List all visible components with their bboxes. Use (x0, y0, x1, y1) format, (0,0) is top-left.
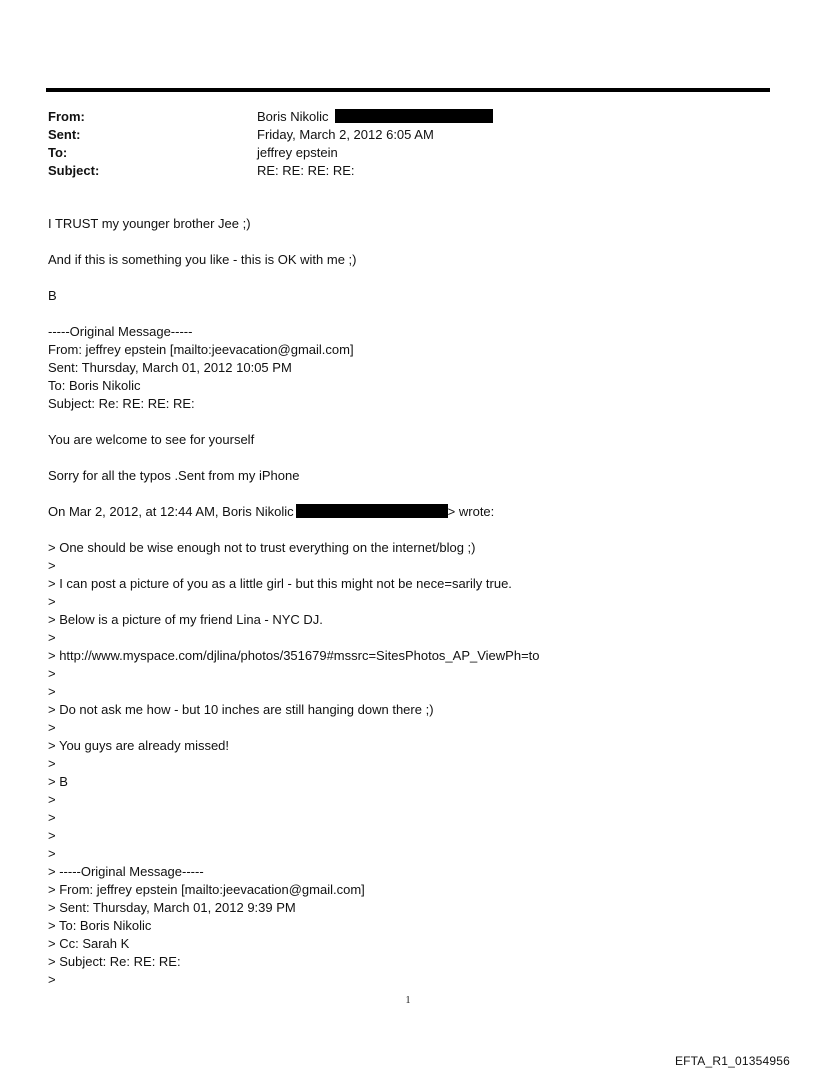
from-label: From: (48, 109, 85, 124)
quoted-line: > One should be wise enough not to trust everything on the internet/blog ;) (48, 540, 476, 555)
body-line: And if this is something you like - this is OK with me ;) (48, 252, 357, 267)
quoted-line: > (48, 756, 56, 771)
from-row (48, 108, 768, 126)
subject-row (48, 162, 768, 180)
quoted-line: > (48, 684, 56, 699)
page-number: 1 (405, 995, 411, 1006)
body-line: You are welcome to see for yourself (48, 432, 255, 447)
header-rule (46, 88, 770, 92)
quoted-line: > (48, 828, 56, 843)
quoted-line: > (48, 666, 56, 681)
sent-row (48, 126, 768, 144)
sent-label: Sent: (48, 127, 81, 142)
redaction-box (296, 504, 448, 518)
sent-value: Friday, March 2, 2012 6:05 AM (257, 127, 434, 142)
to-value: jeffrey epstein (257, 145, 338, 160)
signature: B (48, 288, 57, 303)
from-value: Boris Nikolic (257, 109, 329, 124)
quoted-original-from: > From: jeffrey epstein [mailto:jeevacation@gmail.com] (48, 882, 365, 897)
to-label: To: (48, 145, 68, 160)
quoted-url: > http://www.myspace.com/djlina/photos/351679#mssrc=SitesPhotos_AP_ViewPh=to (48, 648, 540, 663)
quoted-line: > (48, 720, 56, 735)
quoted-line: > (48, 810, 56, 825)
quoted-original-to: > To: Boris Nikolic (48, 918, 152, 933)
quoted-line: > Below is a picture of my friend Lina - NYC DJ. (48, 612, 323, 627)
body-line: Sorry for all the typos .Sent from my iPhone (48, 468, 300, 483)
quoted-line: > B (48, 774, 68, 789)
quoted-line: > (48, 792, 56, 807)
email-header (48, 108, 768, 180)
body-line: I TRUST my younger brother Jee ;) (48, 216, 251, 231)
original-message-marker: -----Original Message----- (48, 324, 193, 339)
quoted-line: > (48, 594, 56, 609)
subject-value: RE: RE: RE: RE: (257, 163, 355, 178)
quoted-line: > (48, 972, 56, 987)
quoted-line: > Do not ask me how - but 10 inches are still hanging down there ;) (48, 702, 434, 717)
quoted-line: > I can post a picture of you as a little girl - but this might not be nece=sarily true. (48, 576, 512, 591)
quoted-original-sent: > Sent: Thursday, March 01, 2012 9:39 PM (48, 900, 296, 915)
quoted-original-marker: > -----Original Message----- (48, 864, 204, 879)
quoted-line: > (48, 558, 56, 573)
wrote-suffix: > wrote: (447, 504, 495, 519)
to-row (48, 144, 768, 162)
original-to: To: Boris Nikolic (48, 378, 141, 393)
redaction-box (335, 109, 493, 123)
quoted-line: > (48, 846, 56, 861)
bates-number: EFTA_R1_01354956 (674, 1054, 790, 1068)
quoted-original-subject: > Subject: Re: RE: RE: (48, 954, 181, 969)
original-from: From: jeffrey epstein [mailto:jeevacation@gmail.com] (48, 342, 354, 357)
email-body (48, 215, 768, 989)
wrote-line (48, 503, 768, 521)
original-subject: Subject: Re: RE: RE: RE: (48, 396, 195, 411)
quoted-original-cc: > Cc: Sarah K (48, 936, 130, 951)
original-sent: Sent: Thursday, March 01, 2012 10:05 PM (48, 360, 292, 375)
quoted-line: > You guys are already missed! (48, 738, 230, 753)
wrote-prefix: On Mar 2, 2012, at 12:44 AM, Boris Nikolic (48, 504, 294, 519)
quoted-line: > (48, 630, 56, 645)
subject-label: Subject: (48, 163, 100, 178)
